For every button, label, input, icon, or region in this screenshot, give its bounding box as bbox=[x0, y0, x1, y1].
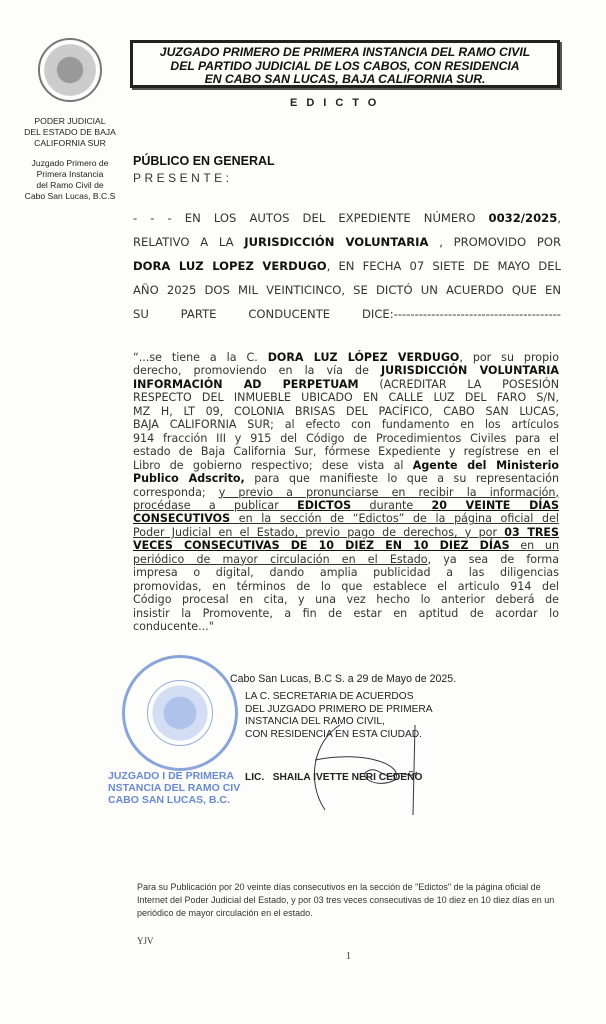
quote-line bbox=[133, 512, 559, 526]
quote-line bbox=[133, 364, 559, 378]
text-run: periódico de mayor circulación en el Estado bbox=[133, 552, 428, 566]
bold-text: 03 TRES bbox=[504, 525, 559, 539]
header-line: DEL PARTIDO JUDICIAL DE LOS CABOS, CON RESIDENCIA bbox=[170, 58, 520, 73]
bold-text: Publico Adscrito, bbox=[133, 472, 245, 486]
text-run: durante bbox=[351, 498, 432, 512]
quote-line bbox=[133, 539, 559, 553]
quote-line bbox=[133, 486, 559, 500]
text-run: promovidas, en términos de lo que establece el articulo 914 del bbox=[133, 579, 559, 593]
intro-line bbox=[133, 234, 561, 258]
bold-text: INFORMACIÓN AD PERPETUAM bbox=[133, 377, 359, 391]
mexican-coat-of-arms-seal bbox=[38, 38, 102, 102]
bold-text: EDICTOS bbox=[297, 498, 352, 512]
intro-line bbox=[133, 210, 561, 234]
signature-title-line: INSTANCIA DEL RAMO CIVIL, bbox=[245, 716, 385, 727]
text-run: 914 fracción III y 915 del Código de Procedimientos Civiles para el bbox=[133, 431, 559, 445]
quote-line bbox=[133, 378, 559, 392]
intro-line bbox=[133, 258, 561, 282]
text-run: “...se tiene a la C. bbox=[133, 351, 268, 364]
addressee: PÚBLICO EN GENERAL bbox=[133, 154, 275, 168]
bold-text: VECES CONSECUTIVAS DE 10 DIEZ EN 10 DIEZ DÍAS bbox=[133, 539, 510, 553]
quote-line bbox=[133, 566, 559, 580]
text-run: impresa o digital, dando amplia publicidad a las diligencias bbox=[133, 566, 559, 580]
text-run: y previo a pronunciarse en recibir la información, bbox=[218, 485, 559, 499]
stamp-line: JUZGADO I DE PRIMERA bbox=[108, 770, 235, 782]
court-line: Primera Instancia bbox=[36, 169, 104, 179]
page-number: 1 bbox=[346, 951, 351, 962]
text-run: BAJA CALIFORNIA SUR; al efecto con fundamento en los artículos bbox=[133, 418, 559, 432]
court-name bbox=[6, 158, 134, 202]
quote-line bbox=[133, 445, 559, 459]
header-line: EN CABO SAN LUCAS, BAJA CALIFORNIA SUR. bbox=[204, 72, 486, 86]
text-run: , por su propio bbox=[459, 351, 559, 364]
text-run: MZ H, LT 09, COLONIA BRISAS DEL PACÍFICO, CABO SAN LUCAS, bbox=[133, 404, 559, 418]
bold-text: DORA LUZ LOPEZ VERDUGO bbox=[133, 259, 327, 273]
quote-line bbox=[133, 432, 559, 446]
institution-line: DEL ESTADO DE BAJA bbox=[24, 127, 116, 137]
presente-label: PRESENTE: bbox=[133, 171, 233, 185]
text-run: Código procesal en cita, y una vez hecho lo anterior deberá de bbox=[133, 593, 559, 607]
signer-prefix: LIC. bbox=[245, 772, 265, 783]
quote-line bbox=[133, 351, 559, 365]
bold-text: 20 VEINTE DÍAS bbox=[431, 498, 559, 512]
stamp-text bbox=[108, 770, 240, 806]
quote-line bbox=[133, 593, 559, 607]
quote-line bbox=[133, 405, 559, 419]
text-run: RESPECTO DEL INMUEBLE UBICADO EN CALLE LUZ DEL FARO S/N, bbox=[133, 391, 559, 405]
intro-line bbox=[133, 282, 561, 306]
quote-line bbox=[133, 499, 559, 513]
text-run: , PROMOVIDO POR bbox=[428, 235, 562, 249]
handwritten-signature bbox=[245, 720, 445, 820]
signer-name bbox=[245, 772, 422, 783]
stamp-line: NSTANCIA DEL RAMO CIV bbox=[108, 782, 241, 794]
court-header-box bbox=[130, 40, 560, 88]
text-run: estado de Baja California Sur, fórmese Expediente y regístrese en el bbox=[133, 445, 559, 459]
text-run: en un bbox=[509, 539, 559, 553]
document-title: EDICTO bbox=[290, 97, 386, 109]
bold-text: 0032/2025 bbox=[488, 211, 558, 225]
text-run: conducente..." bbox=[133, 620, 214, 633]
quote-line bbox=[133, 418, 559, 432]
text-run: Poder Judicial en el Estado, previo pago de derechos, y por bbox=[133, 525, 505, 539]
text-run: derecho, promoviendo en la vía de bbox=[133, 364, 381, 378]
text-run: Libro de gobierno respectivo; dese vista al bbox=[133, 458, 413, 472]
bold-text: Agente del Ministerio bbox=[412, 458, 559, 472]
quote-line bbox=[133, 580, 559, 594]
bold-text: DORA LUZ LÓPEZ VERDUGO bbox=[267, 351, 460, 364]
intro-line bbox=[133, 306, 561, 330]
text-run: , EN FECHA 07 SIETE DE MAYO DEL bbox=[326, 259, 561, 273]
text-run: (ACREDITAR LA POSESIÓN bbox=[358, 377, 559, 391]
text-run: RELATIVO A LA bbox=[133, 235, 245, 249]
quote-line bbox=[133, 620, 559, 634]
text-run: SU PARTE CONDUCENTE DICE:---------------------------------------- bbox=[133, 307, 561, 321]
stamp-emblem bbox=[147, 680, 213, 746]
text-run: procédase a publicar bbox=[133, 498, 298, 512]
text-run: , ya sea de forma bbox=[427, 552, 559, 566]
typist-initials: YJV bbox=[137, 936, 154, 946]
signature-date: Cabo San Lucas, B.C S. a 29 de Mayo de 2025. bbox=[230, 673, 457, 685]
quote-line bbox=[133, 526, 559, 540]
publication-note: Para su Publicación por 20 veinte días consecutivos en la sección de "Edictos" de la página oficial de Internet del Poder Judicial del Estado, y por 03 tres veces consecutivas de 10 diez en 10 diez días en un periódico de mayor circulación en el estado. bbox=[137, 882, 555, 918]
signature-title-line: LA C. SECRETARIA DE ACUERDOS bbox=[245, 691, 414, 702]
signature-title-line: CON RESIDENCIA EN ESTA CIUDAD. bbox=[245, 728, 422, 740]
quote-line bbox=[133, 607, 559, 621]
bold-text: JURISDICCIÓN VOLUNTARIA bbox=[244, 235, 429, 249]
institution-name bbox=[6, 116, 134, 149]
quote-line bbox=[133, 553, 559, 567]
court-line: Cabo San Lucas, B.C.S bbox=[24, 191, 116, 201]
text-run: para que manifieste lo que a su representación bbox=[244, 472, 559, 486]
text-run: , bbox=[557, 211, 561, 225]
text-run: - - - EN LOS AUTOS DEL EXPEDIENTE NÚMERO bbox=[133, 211, 489, 225]
signer-fullname: SHAILA IVETTE NERI CEDEÑO bbox=[272, 772, 423, 783]
text-run: AÑO 2025 DOS MIL VEINTICINCO, SE DICTÓ UN ACUERDO QUE EN bbox=[133, 283, 561, 297]
institution-line: PODER JUDICIAL bbox=[34, 116, 106, 126]
text-run: en la sección de “Edictos” de la página oficial del bbox=[230, 512, 559, 526]
court-line: del Ramo Civil de bbox=[36, 180, 104, 190]
court-stamp bbox=[122, 655, 238, 771]
quote-line bbox=[133, 391, 559, 405]
quote-line bbox=[133, 459, 559, 473]
bold-text: CONSECUTIVOS bbox=[133, 512, 231, 526]
signature-title-line: DEL JUZGADO PRIMERO DE PRIMERA bbox=[245, 703, 433, 715]
stamp-line: CABO SAN LUCAS, B.C. bbox=[108, 794, 230, 806]
text-run: corresponda; bbox=[133, 485, 219, 499]
bold-text: JURISDICCIÓN VOLUNTARIA bbox=[380, 364, 559, 378]
header-line: JUZGADO PRIMERO DE PRIMERA INSTANCIA DEL RAMO CIVIL bbox=[159, 45, 531, 59]
institution-line: CALIFORNIA SUR bbox=[34, 138, 106, 148]
court-line: Juzgado Primero de bbox=[31, 158, 109, 168]
text-run: insistir la Promovente, a fin de estar en aptitud de acordar lo bbox=[133, 606, 559, 620]
quote-line bbox=[133, 472, 559, 486]
